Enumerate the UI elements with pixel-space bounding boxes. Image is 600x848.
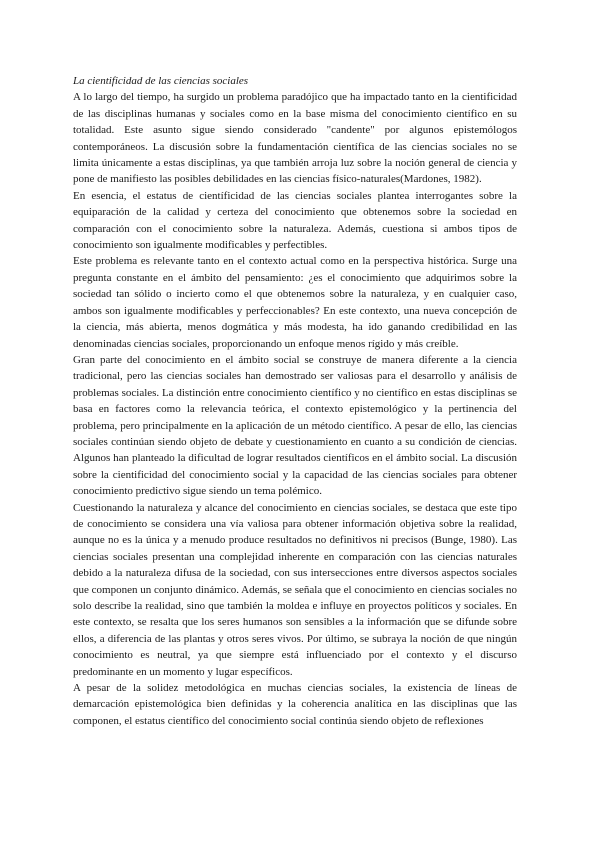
- paragraph-1: A lo largo del tiempo, ha surgido un problema paradójico que ha impactado tanto en la cientificidad de las disciplinas humanas y sociales como en la base misma del conocimiento científico en su totalidad. Este asunto sigue siendo considerado "candente" por algunos epistemólogos contemporáneos. La discusión sobre la fundamentación científica de las ciencias sociales no se limita únicamente a estas disciplinas, ya que también arroja luz sobre la noción general de ciencia y pone de manifiesto las posibles debilidades en las ciencias físico-naturales(Mardones, 1982).: [73, 91, 517, 186]
- paragraph-6: A pesar de la solidez metodológica en muchas ciencias sociales, la existencia de líneas de demarcación epistemológica bien definidas y la coherencia analítica en las disciplinas que las componen, el estatus científico del conocimiento social continúa siendo objeto de reflexiones: [73, 682, 517, 727]
- paragraph-2: En esencia, el estatus de científicidad de las ciencias sociales plantea interrogantes sobre la equiparación de la calidad y certeza del conocimiento que obtenemos sobre la sociedad en comparación con el conocimiento sobre la naturaleza. Además, cuestiona si ambos tipos de conocimiento son igualmente modificables y perfectibles.: [73, 189, 517, 252]
- paragraph-4: Gran parte del conocimiento en el ámbito social se construye de manera diferente a la ciencia tradicional, pero las ciencias sociales han demostrado ser valiosas para el desarrollo y análisis de problemas sociales. La distinción entre conocimiento científico y no científico en estas disciplinas se basa en factores como la relevancia teórica, el contexto epistemológico y la pertinencia del problema, pero principalmente en la aplicación de un método científico. A pesar de ello, las ciencias sociales continúan siendo objeto de debate y cuestionamiento en cuanto a su condición de ciencias. Algunos han planteado la dificultad de lograr resultados científicos en el ámbito social. La discusión sobre la cientificidad del conocimiento social y la capacidad de las ciencias sociales para obtener conocimiento predictivo sigue siendo un tema polémico.: [73, 353, 517, 498]
- paragraph-3: Este problema es relevante tanto en el contexto actual como en la perspectiva histórica. Surge una pregunta constante en el ámbito del pensamiento: ¿es el conocimiento que adquirimos sobre la sociedad tan sólido o incierto como el que obtenemos sobre la naturaleza, y en cualquier caso, ambos son igualmente modificables y perfeccionables? En este contexto, una nueva concepción de la ciencia, más abierta, menos dogmática y más modesta, ha ido ganando credibilidad en las denominadas ciencias sociales, proporcionando un enfoque menos rígido y más creíble.: [73, 255, 517, 350]
- paragraph-5: Cuestionando la naturaleza y alcance del conocimiento en ciencias sociales, se destaca que este tipo de conocimiento se considera una vía valiosa para obtener información objetiva sobre la realidad, aunque no es la única y a menudo produce resultados no definitivos ni precisos (Bunge, 1980). Las ciencias sociales presentan una complejidad inherente en comparación con las ciencias naturales debido a la naturaleza difusa de la sociedad, con sus intersecciones entre diversos aspectos sociales que componen un conjunto dinámico. Además, se señala que el conocimiento en ciencias sociales no solo describe la realidad, sino que también la moldea e influye en proyectos políticos y sociales. En este contexto, se resalta que los seres humanos son sensibles a la información que se difunde sobre ellos, a diferencia de las plantas y otros seres vivos. Por último, se subraya la noción de que ningún conocimiento es neutral, ya que siempre está influenciado por el contexto y el discurso predominante en un momento y lugar específicos.: [73, 501, 517, 678]
- document-body: [73, 73, 517, 729]
- section-title: La cientificidad de las ciencias sociales: [73, 75, 249, 87]
